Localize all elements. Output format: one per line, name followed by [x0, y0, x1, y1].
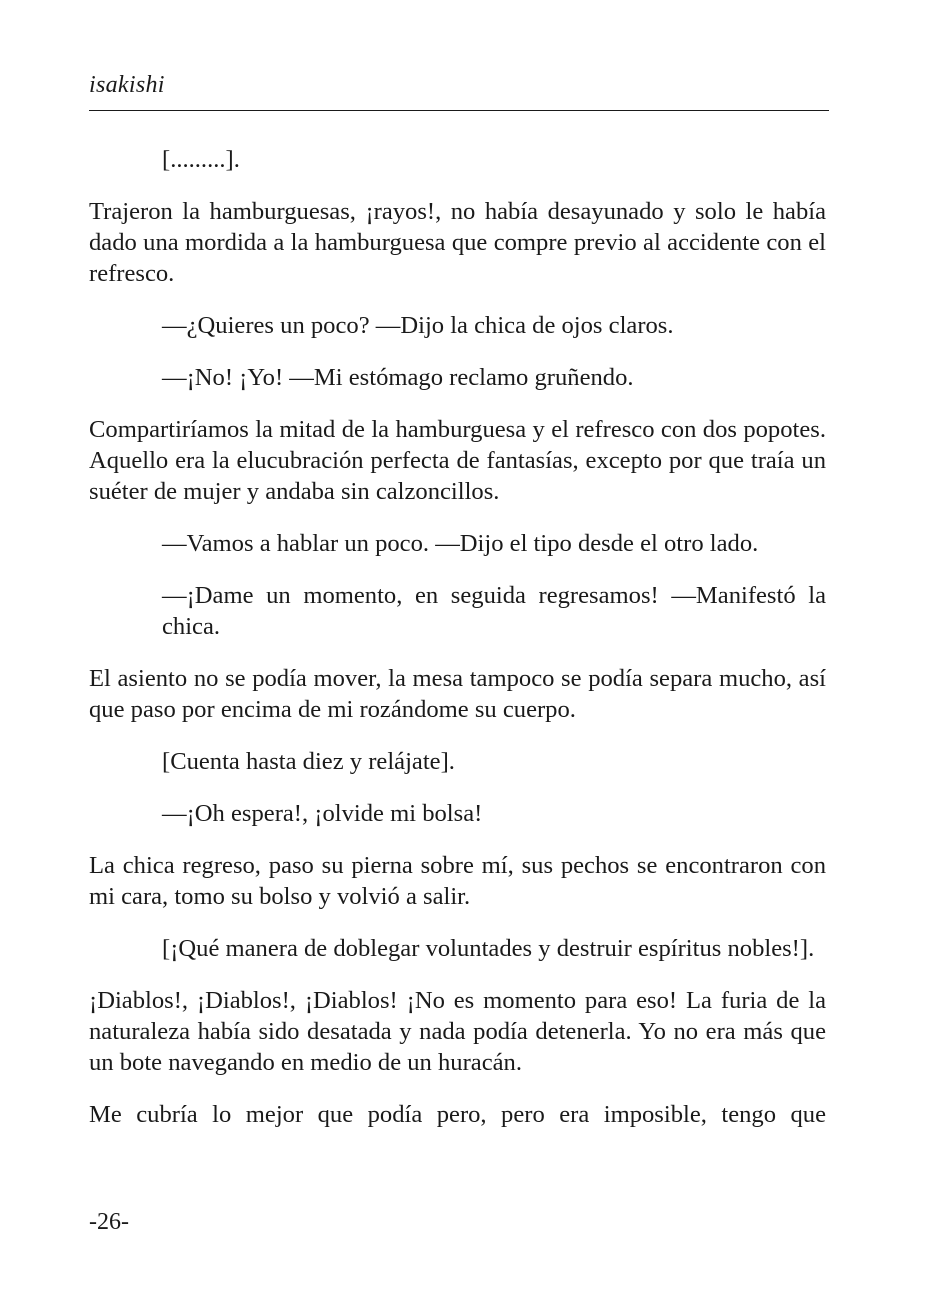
dialogue-line: —¡Dame un momento, en seguida regresamos! —Manifestó la chica.: [162, 582, 826, 640]
dialogue-line: —¡No! ¡Yo! —Mi estómago reclamo gruñendo.: [162, 364, 634, 391]
header-rule: [89, 110, 829, 111]
thought-line: [¡Qué manera de doblegar voluntades y destruir espíritus nobles!].: [162, 935, 815, 962]
paragraph: Me cubría lo mejor que podía pero, pero era imposible, tengo que: [89, 1101, 826, 1128]
dialogue-line: —Vamos a hablar un poco. —Dijo el tipo desde el otro lado.: [162, 530, 759, 557]
paragraph: La chica regreso, paso su pierna sobre mí, sus pechos se encontraron con mi cara, tomo su bolso y volvió a salir.: [89, 852, 826, 910]
running-title: isakishi: [89, 72, 165, 98]
paragraph: Compartiríamos la mitad de la hamburguesa y el refresco con dos popotes. Aquello era la elucubración perfecta de fantasías, excepto por que traía un suéter de mujer y andaba sin calzoncillos.: [89, 416, 826, 505]
thought-line: [Cuenta hasta diez y relájate].: [162, 748, 455, 775]
paragraph: El asiento no se podía mover, la mesa tampoco se podía separa mucho, así que paso por encima de mi rozándome su cuerpo.: [89, 665, 826, 723]
paragraph: Trajeron la hamburguesas, ¡rayos!, no había desayunado y solo le había dado una mordida a la hamburguesa que compre previo al accidente con el refresco.: [89, 198, 826, 287]
dialogue-line: —¿Quieres un poco? —Dijo la chica de ojos claros.: [162, 312, 674, 339]
body-text: [89, 144, 826, 1130]
paragraph: [.........].: [162, 146, 240, 173]
page-number: -26-: [89, 1209, 129, 1235]
dialogue-line: —¡Oh espera!, ¡olvide mi bolsa!: [162, 800, 483, 827]
paragraph: ¡Diablos!, ¡Diablos!, ¡Diablos! ¡No es momento para eso! La furia de la naturaleza había sido desatada y nada podía detenerla. Yo no era más que un bote navegando en medio de un huracán.: [89, 987, 826, 1076]
